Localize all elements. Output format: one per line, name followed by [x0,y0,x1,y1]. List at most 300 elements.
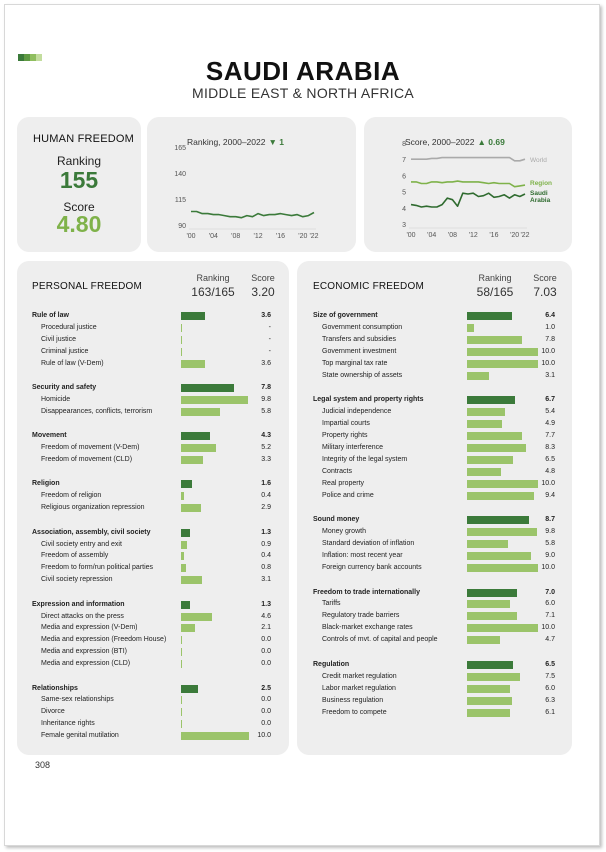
score-bar [181,601,190,609]
indicator-row [17,612,289,623]
score-bar [181,624,195,632]
indicator-group-row [297,395,572,406]
indicator-label: Foreign currency bank accounts [322,564,422,572]
score-bar [181,492,184,500]
indicator-label: Freedom of religion [41,492,102,500]
score-value: 7.8 [261,384,271,391]
indicator-group-row [17,600,289,611]
score-bar [181,613,212,621]
score-bar [181,480,192,488]
indicator-row [297,527,572,538]
personal-ranking-value: 163/165 [191,285,235,299]
score-value: 4.6 [261,612,271,620]
score-value: 8.3 [545,444,555,451]
score-value: 8.7 [545,516,555,524]
human-freedom-card [17,117,141,252]
indicator-row [17,575,289,586]
x-tick-label: '12 [468,232,478,239]
score-bar [181,696,182,704]
score-bar [181,324,182,332]
score-bar [181,576,202,584]
y-tick-label: 4 [402,205,406,213]
indicator-label: Regulation [313,660,350,668]
indicator-row [17,623,289,634]
indicator-label: Top marginal tax rate [322,359,388,367]
score-value: 0.0 [261,660,271,668]
indicator-label: Legal system and property rights [313,396,424,404]
indicator-row [17,407,289,418]
score-bar [181,660,182,668]
score-value: 9.8 [261,395,271,403]
score-value: 6.0 [545,684,555,692]
score-value: 10.0 [541,347,555,355]
score-value: 5.4 [545,408,555,416]
score-bar [181,648,182,656]
indicator-row [17,719,289,730]
y-tick-label: 5 [402,189,406,197]
indicator-label: Freedom to form/run political parties [41,564,154,572]
score-bar [467,372,489,380]
indicator-row [297,467,572,478]
indicator-label: Money growth [322,528,366,536]
score-bar [467,600,510,608]
indicator-row [297,672,572,683]
indicator-row [17,443,289,454]
indicator-row [297,623,572,634]
indicator-label: Inheritance rights [41,720,95,728]
indicator-label: Real property [322,479,365,487]
personal-freedom-title: PERSONAL FREEDOM [32,281,143,292]
indicator-row [297,684,572,695]
score-value: 2.1 [261,624,271,632]
indicator-label: Same-sex relationships [41,696,114,704]
score-bar [467,432,522,440]
score-value: 6.3 [545,696,555,704]
score-value: 1.3 [261,528,271,536]
page-title: SAUDI ARABIA [205,56,401,86]
score-bar [181,360,205,368]
series-line-0 [411,158,525,161]
page-number: 308 [35,760,51,770]
score-bar [467,324,474,332]
score-bar [181,685,198,693]
score-value: 0.0 [261,648,271,656]
indicator-label: Media and expression (BTI) [41,648,127,656]
series-line-0 [191,212,314,218]
score-bar [467,697,512,705]
indicator-label: Media and expression (V-Dem) [41,624,138,632]
indicator-group-row [297,588,572,599]
indicator-label: Freedom of movement (V-Dem) [41,444,140,452]
indicator-label: Freedom of movement (CLD) [41,456,133,463]
y-tick-label: 6 [402,173,406,181]
indicator-group-row [17,479,289,490]
score-bar [467,420,502,428]
score-value: 3.6 [261,312,271,319]
indicator-label: Credit market regulation [322,672,397,680]
score-bar [181,348,182,356]
score-value: 9.0 [545,552,555,560]
score-chart-title-text: Score, 2000–2022 [405,137,475,147]
score-value: 7.8 [545,335,555,343]
indicator-row [17,347,289,358]
score-bar [181,732,249,740]
score-line-chart [364,117,572,252]
x-tick-label: '22 [309,233,319,240]
indicator-label: Contracts [322,467,352,475]
y-tick-label: 3 [402,222,406,229]
indicator-row [297,599,572,610]
x-tick-label: '20 [298,233,308,240]
indicator-row [297,443,572,454]
indicator-row [17,455,289,466]
score-bar [181,444,216,452]
indicator-label: State ownership of assets [322,371,403,379]
economic-score-value: 7.03 [533,285,557,299]
indicator-label: Labor market regulation [322,684,396,692]
score-value: 4.8 [545,467,555,475]
score-bar [467,360,538,368]
x-tick-label: '12 [253,233,263,240]
score-bar [467,312,512,320]
score-bar [181,312,205,320]
indicator-label: Civil society repression [41,576,113,584]
indicator-row [297,335,572,346]
indicator-row [17,707,289,718]
indicator-row [297,359,572,370]
score-value: 2.9 [261,504,271,512]
indicator-row [17,491,289,502]
indicator-label: Female genital mutilation [41,732,119,740]
score-bar [467,685,510,693]
score-bar [181,408,220,416]
score-value: 3.3 [261,456,271,463]
indicator-label: Tariffs [322,600,341,608]
indicator-row [17,647,289,658]
score-value: 10.0 [541,564,555,572]
economic-ranking-value: 58/165 [476,285,514,299]
ranking-line-chart [147,117,356,252]
indicator-label: Security and safety [32,384,97,391]
score-value: 10.0 [257,732,271,740]
x-tick-label: '08 [447,232,458,239]
score-value: 5.2 [261,444,271,452]
score-value: 0.0 [261,696,271,704]
score-value: 0.4 [261,492,271,500]
y-tick-label: 165 [174,145,186,152]
indicator-row [297,455,572,466]
y-tick-label: 90 [178,223,186,230]
score-bar [467,564,538,572]
indicator-label: Association, assembly, civil society [32,528,151,536]
indicator-label: Relationships [32,684,78,692]
indicator-label: Military interference [322,444,384,451]
economic-ranking-label: Ranking [478,273,512,283]
indicator-row [297,323,572,334]
indicator-group-row [297,515,572,526]
indicator-label: Homicide [41,395,71,403]
indicator-label: Direct attacks on the press [41,612,124,620]
score-value: 1.0 [545,323,555,331]
indicator-row [17,635,289,646]
score-bar [181,384,234,392]
score-bar [181,552,184,560]
score-bar [467,468,501,476]
score-value: 6.5 [545,660,555,668]
score-bar [181,529,190,537]
score-bar [467,673,520,681]
x-tick-label: '00 [406,232,416,239]
score-value: 9.4 [545,491,555,499]
y-tick-label: 7 [402,157,406,165]
indicator-row [17,659,289,670]
ranking-chart-card [147,117,356,252]
indicator-label: Freedom to trade internationally [313,588,420,596]
indicator-label: Religion [32,480,60,488]
score-bar [181,708,182,716]
indicator-label: Sound money [313,516,360,524]
score-bar [467,636,500,644]
score-value: 5.8 [545,540,555,548]
economic-freedom-card [297,261,572,755]
indicator-label: Property rights [322,432,368,440]
indicator-row [17,540,289,551]
indicator-label: Civil society entry and exit [41,540,122,548]
indicator-label: Rule of law (V-Dem) [41,359,104,367]
score-value: 7.5 [545,672,555,680]
score-value: 4.9 [545,420,555,428]
score-bar [467,552,531,560]
ranking-change: ▼ 1 [268,137,284,147]
score-bar [467,516,529,524]
score-value: 6.0 [545,600,555,608]
score-value: 7.1 [545,612,555,620]
indicator-group-row [17,431,289,442]
y-tick-label: 8 [402,141,406,148]
indicator-label: Procedural justice [41,323,97,331]
hf-ranking-label: Ranking [56,154,102,168]
hf-ranking-value: 155 [59,167,99,193]
score-value: 1.6 [261,480,271,488]
score-bar [181,720,182,728]
indicator-row [297,635,572,646]
score-value: - [268,347,271,355]
indicator-label: Religious organization repression [41,504,145,512]
score-value: 5.8 [261,407,271,415]
personal-score-value: 3.20 [251,285,275,299]
indicator-row [17,731,289,742]
score-value: 4.3 [261,432,271,440]
series-label-1: Region [530,180,553,188]
human-freedom-title: HUMAN FREEDOM [33,133,134,145]
indicator-label: Regulatory trade barriers [322,612,400,620]
score-value: 9.8 [545,528,555,536]
score-bar [467,348,538,356]
score-bar [467,709,510,717]
indicator-row [297,371,572,382]
x-tick-label: '16 [275,233,286,240]
indicator-label: Police and crime [322,491,374,499]
indicator-label: Media and expression (CLD) [41,660,131,668]
score-bar [467,396,515,404]
indicator-row [17,695,289,706]
indicator-label: Integrity of the legal system [322,455,408,463]
score-bar [181,456,203,464]
x-tick-label: '04 [208,233,218,240]
x-tick-label: '00 [186,233,196,240]
score-bar [467,408,505,416]
x-tick-label: '04 [427,232,437,239]
indicator-group-row [17,383,289,394]
score-value: 6.1 [545,708,555,716]
score-value: 6.4 [545,312,555,319]
indicator-label: Criminal justice [41,347,89,355]
score-value: 10.0 [541,479,555,487]
score-bar [467,661,513,669]
score-value: 6.5 [545,455,555,463]
x-tick-label: '16 [489,232,499,239]
indicator-row [17,323,289,334]
personal-ranking-label: Ranking [196,273,230,283]
score-bar [467,492,534,500]
indicator-label: Movement [32,432,67,440]
score-bar [181,636,182,644]
indicator-row [297,347,572,358]
indicator-row [17,551,289,562]
indicator-label: Judicial independence [322,408,392,416]
score-bar [181,564,186,572]
score-value: 7.0 [545,588,555,596]
score-bar [181,504,201,512]
score-value: 0.4 [261,552,271,560]
hf-score-label: Score [63,200,95,214]
indicator-label: Disappearances, conflicts, terrorism [41,407,153,415]
indicator-label: Standard deviation of inflation [322,540,415,548]
score-bar [181,336,182,344]
indicator-row [297,431,572,442]
indicator-row [17,359,289,370]
indicator-row [297,491,572,502]
indicator-row [297,419,572,430]
score-bar [467,528,537,536]
score-bar [181,396,248,404]
indicator-group-row [17,311,289,322]
indicator-row [17,563,289,574]
score-value: 1.3 [261,600,271,608]
score-bar [467,624,538,632]
series-line-1 [411,181,525,187]
y-tick-label: 140 [174,171,186,178]
score-value: 0.0 [261,636,271,644]
indicator-group-row [17,528,289,539]
score-value: 10.0 [541,624,555,632]
score-value: 3.6 [261,359,271,367]
indicator-row [297,708,572,719]
indicator-label: Black-market exchange rates [322,624,413,632]
indicator-label: Freedom to compete [322,708,387,716]
indicator-row [17,335,289,346]
score-bar [467,612,517,620]
indicator-label: Government consumption [322,323,403,331]
score-value: 10.0 [541,359,555,367]
score-chart-card [364,117,572,252]
score-value: 7.7 [545,432,555,440]
y-tick-label: 115 [174,197,186,204]
personal-freedom-card [17,261,289,755]
indicator-label: Inflation: most recent year [322,552,403,560]
indicator-label: Impartial courts [322,420,370,428]
series-line-2 [411,193,525,207]
score-bar [467,540,508,548]
indicator-label: Divorce [41,708,65,716]
score-bar [181,541,187,549]
region-subtitle: MIDDLE EAST & NORTH AFRICA [192,85,414,101]
indicator-row [17,503,289,514]
indicator-label: Rule of law [32,312,69,319]
score-bar [181,432,210,440]
x-tick-label: '22 [520,232,530,239]
indicator-label: Government investment [322,347,397,355]
indicator-group-row [297,311,572,322]
indicator-label: Media and expression (Freedom House) [41,636,167,644]
hf-score-value: 4.80 [56,211,102,237]
score-value: - [268,323,271,331]
score-value: 3.1 [261,576,271,584]
indicator-row [297,479,572,490]
series-label-2: Saudi Arabia [530,190,551,205]
score-value: 3.1 [545,371,555,379]
indicator-label: Business regulation [322,696,384,704]
indicator-label: Civil justice [41,335,77,343]
score-bar [467,444,526,452]
score-bar [467,336,522,344]
score-value: 4.7 [545,636,555,644]
personal-score-label: Score [251,273,275,283]
indicator-row [17,395,289,406]
series-label-0: World [530,157,547,165]
score-value: 0.9 [261,540,271,548]
score-value: 0.8 [261,564,271,572]
economic-freedom-title: ECONOMIC FREEDOM [313,281,424,292]
economic-score-label: Score [533,273,557,283]
indicator-group-row [17,684,289,695]
indicator-label: Freedom of assembly [41,552,109,560]
score-value: 2.5 [261,684,271,692]
score-bar [467,589,517,597]
score-value: 0.0 [261,708,271,716]
indicator-row [297,611,572,622]
score-bar [467,480,538,488]
indicator-group-row [297,660,572,671]
indicator-row [297,696,572,707]
x-tick-label: '08 [231,233,241,240]
score-value: 6.7 [545,396,555,404]
indicator-row [297,551,572,562]
ranking-chart-title-text: Ranking, 2000–2022 [187,137,266,147]
score-change: ▲ 0.69 [477,137,505,147]
score-value: - [268,335,271,343]
score-value: 0.0 [261,720,271,728]
score-bar [467,456,513,464]
indicator-row [297,407,572,418]
indicator-row [297,539,572,550]
indicator-label: Controls of mvt. of capital and people [322,636,438,644]
x-tick-label: '20 [510,232,520,239]
indicator-label: Size of government [313,312,378,319]
indicator-row [297,563,572,574]
indicator-label: Transfers and subsidies [322,335,397,343]
indicator-label: Expression and information [32,600,125,608]
